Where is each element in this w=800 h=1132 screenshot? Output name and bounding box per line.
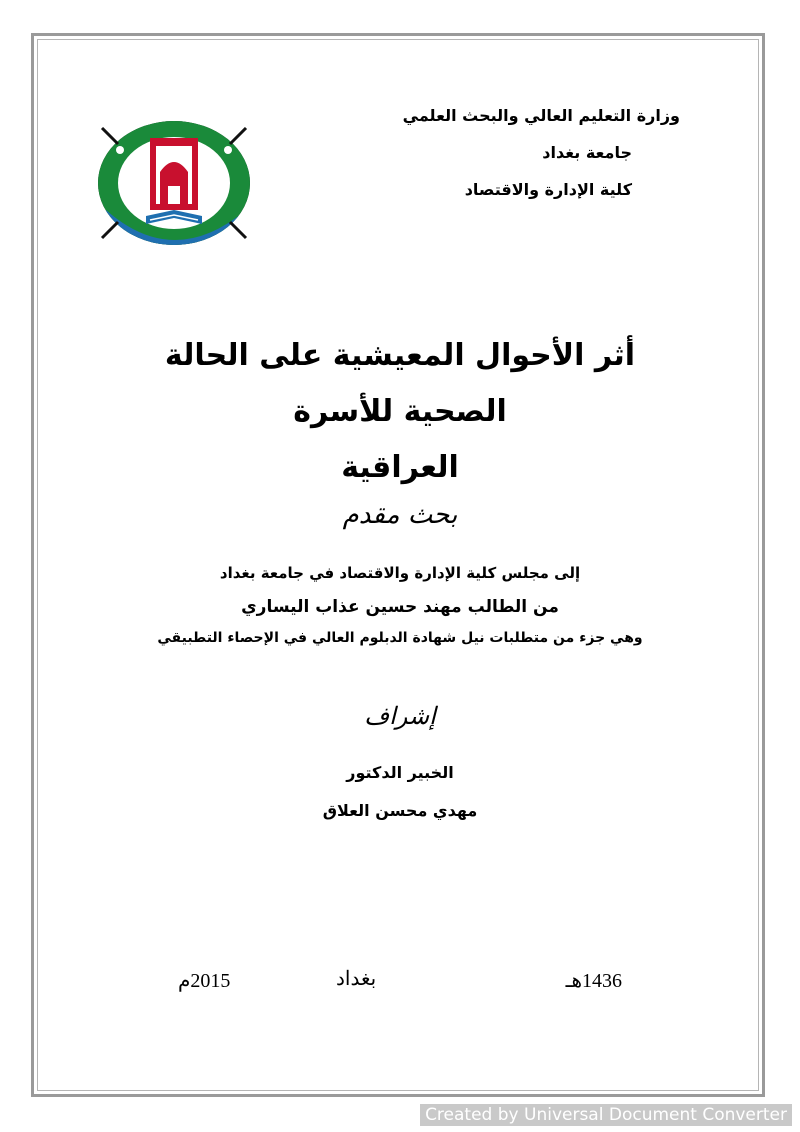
ministry-name: وزارة التعليم العالي والبحث العلمي [402, 106, 680, 125]
hijri-year: 1436هـ [565, 970, 622, 992]
city-name: بغداد [336, 968, 377, 990]
study-type-label: بحث مقدم [342, 500, 458, 530]
title-line-1: أثر الأحوال المعيشية على الحالة الصحية للأسرة [164, 338, 636, 429]
research-title [120, 328, 680, 496]
submission-council: إلى مجلس كلية الإدارة والاقتصاد في جامعة بغداد [219, 564, 581, 582]
title-line-2: العراقية [341, 450, 459, 485]
converter-watermark: Created by Universal Document Converter [420, 1104, 792, 1126]
gregorian-year: 2015م [178, 970, 231, 992]
supervision-label: إشراف [364, 702, 436, 730]
college-name: كلية الإدارة والاقتصاد [464, 180, 632, 199]
institution-header [360, 106, 680, 217]
degree-requirement: وهي جزء من متطلبات نيل شهادة الدبلوم العالي في الإحصاء التطبيقي [157, 630, 643, 646]
university-seal-icon [96, 120, 256, 245]
university-name: جامعة بغداد [542, 143, 632, 162]
submission-statement [120, 556, 680, 652]
supervisor-name: مهدي محسن العلاق [322, 801, 478, 820]
supervisor-block [200, 754, 600, 830]
supervisor-rank: الخبير الدكتور [346, 763, 454, 782]
student-name: من الطالب مهند حسين عذاب اليساري [241, 597, 559, 617]
